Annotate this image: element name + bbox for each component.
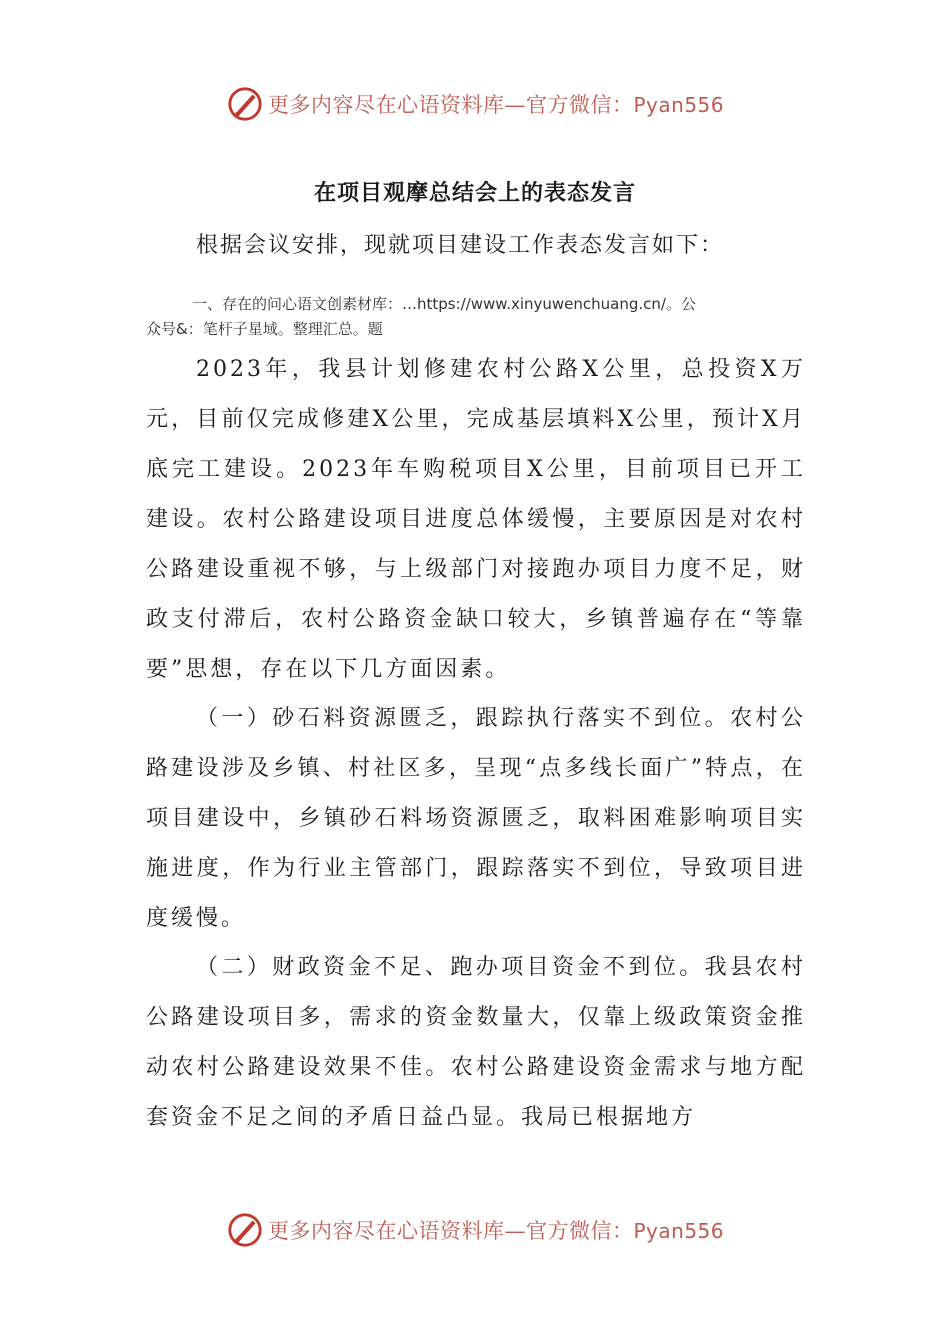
paragraph-3: （二）财政资金不足、跑办项目资金不到位。我县农村公路建设项目多，需求的资金数量大，仅靠上级政策资金推动农村公路建设效果不佳。农村公路建设资金需求与地方配套资金不足之间的矛盾日益凸显。我局已根据地方	[146, 955, 806, 1130]
banner-message: 更多内容尽在心语资料库—官方微信：	[267, 93, 634, 117]
pen-logo-icon	[226, 1211, 264, 1249]
watermark-line-1: 一、存在的问心语文创素材库：…https://www.xinyuwenchuang.cn/。公	[192, 295, 696, 313]
watermark-line-2: 众号&：笔杆子星域。整理汇总。题	[146, 320, 383, 338]
footer-banner	[0, 1206, 950, 1254]
watermark-note	[146, 292, 806, 342]
document-title: 在项目观摩总结会上的表态发言	[313, 181, 636, 206]
banner-text	[268, 89, 724, 119]
paragraph-2: （一）砂石料资源匮乏，跟踪执行落实不到位。农村公路建设涉及乡镇、村社区多，呈现“点多线长面广”特点，在项目建设中，乡镇砂石料场资源匮乏，取料困难影响项目实施进度，作为行业主管部门，跟踪落实不到位，导致项目进度缓慢。	[146, 706, 806, 931]
wechat-id: Pyan556	[633, 93, 724, 117]
footer-banner-text	[268, 1215, 724, 1245]
pen-logo-icon	[226, 85, 264, 123]
footer-banner-message: 更多内容尽在心语资料库—官方微信：	[267, 1219, 634, 1243]
paragraph-1: 2023年，我县计划修建农村公路X公里，总投资X万元，目前仅完成修建X公里，完成基层填料X公里，预计X月底完工建设。2023年车购税项目X公里，目前项目已开工建设。农村公路建设项目进度总体缓慢，主要原因是对农村公路建设重视不够，与上级部门对接跑办项目力度不足，财政支付滞后，农村公路资金缺口较大，乡镇普遍存在“等靠要”思想，存在以下几方面因素。	[146, 357, 806, 682]
header-banner	[0, 80, 950, 128]
footer-wechat-id: Pyan556	[633, 1219, 724, 1243]
intro-line: 根据会议安排，现就项目建设工作表态发言如下：	[196, 233, 725, 258]
